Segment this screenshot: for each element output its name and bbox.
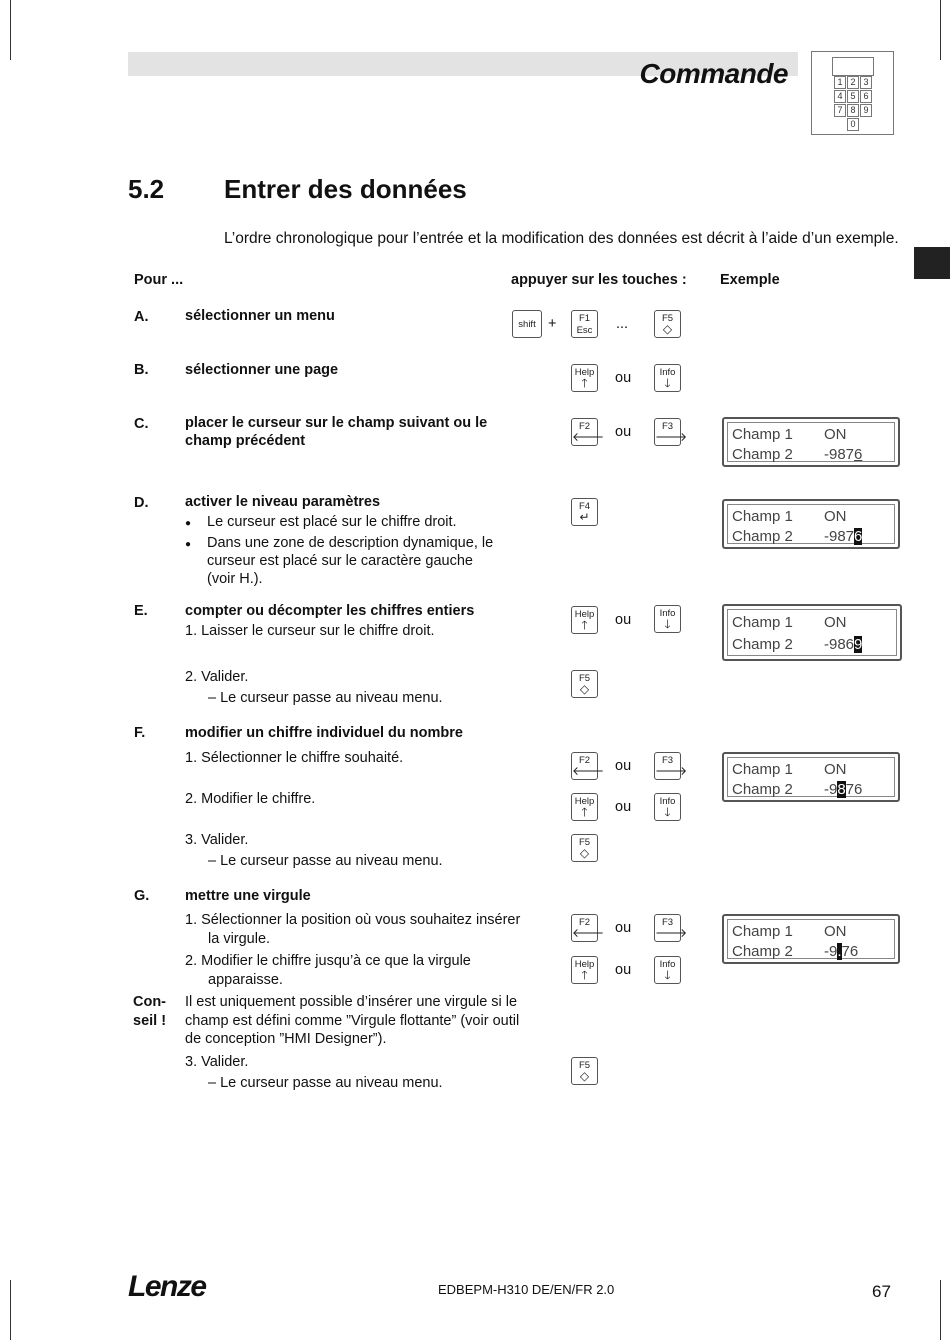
ou-text: ou [615, 962, 632, 978]
lcd-line-2 [732, 781, 882, 798]
lcd-label: Champ 1 [732, 761, 793, 778]
arrow-left-icon: 🡐 [572, 430, 605, 444]
key-label: F5 [661, 313, 674, 324]
key-label: F3 [661, 421, 674, 432]
column-header-exemple: Exemple [720, 272, 780, 288]
f1-esc-key [571, 310, 598, 338]
keypad-key: 5 [847, 90, 859, 103]
lcd-example [722, 752, 900, 802]
bullet-item: ● Dans une zone de description dynamique, le [207, 534, 493, 553]
diamond-icon: ◇ [662, 322, 673, 336]
section-intro: L’ordre chronologique pour l’entrée et la modification des données est décrit à l’aide d’un exemple. [224, 230, 899, 247]
tip-text: Il est uniquement possible d’insérer une virgule si le [185, 994, 518, 1010]
lcd-line-1 [732, 426, 882, 443]
lcd-value: ON [824, 614, 847, 631]
ou-text: ou [615, 758, 632, 774]
lcd-label: Champ 2 [732, 528, 793, 545]
lcd-line-2 [732, 446, 882, 463]
key-label: Help [574, 959, 595, 970]
row-title: mettre une virgule [185, 888, 311, 904]
info-key [654, 793, 681, 821]
step-text: 2. Modifier le chiffre. [185, 791, 316, 807]
lcd-cursor-digit: 9 [854, 636, 863, 653]
key-label: F4 [578, 501, 591, 512]
step-subtext: – Le curseur passe au niveau menu. [208, 1075, 443, 1091]
arrow-up-icon: 🡑 [581, 805, 588, 819]
f2-key [571, 752, 605, 780]
row-letter: E. [134, 603, 148, 619]
keypad-icon [811, 51, 894, 135]
step-text: 1. Sélectionner la position où vous souhaitez insérer [185, 912, 521, 928]
arrow-right-icon: 🡒 [655, 926, 688, 940]
lcd-line-2 [732, 636, 882, 653]
lcd-value: ON [824, 923, 847, 940]
key-label: Info [659, 367, 676, 378]
key-label: Help [574, 367, 595, 378]
diamond-icon: ◇ [579, 846, 590, 860]
keypad-key: 1 [834, 76, 846, 89]
f5-key [571, 1057, 598, 1085]
key-label: F5 [578, 837, 591, 848]
lcd-line-2 [732, 943, 882, 960]
column-header-touches: appuyer sur les touches : [511, 272, 687, 288]
ou-text: ou [615, 920, 632, 936]
lcd-digits: -9 [824, 943, 838, 960]
key-label: F3 [661, 917, 674, 928]
enter-icon: ↵ [579, 510, 590, 524]
key-label: shift [518, 319, 536, 330]
arrow-right-icon: 🡒 [655, 430, 688, 444]
lcd-label: Champ 2 [732, 636, 793, 653]
lcd-label: Champ 2 [732, 943, 793, 960]
arrow-down-icon: 🡓 [664, 376, 671, 390]
header-title: Commande [639, 58, 788, 89]
step-text: 3. Valider. [185, 1054, 249, 1070]
f4-key [571, 498, 598, 526]
shift-key [512, 310, 542, 338]
ou-text: ou [615, 370, 632, 386]
lcd-digits: -987 [824, 446, 855, 463]
key-label: F5 [578, 673, 591, 684]
row-letter: B. [134, 362, 149, 378]
lcd-line-2 [732, 528, 882, 545]
key-label: Info [659, 959, 676, 970]
lcd-digits: -9 [824, 781, 838, 798]
row-title: activer le niveau paramètres [185, 494, 381, 510]
plus-sign: + [548, 316, 557, 332]
info-key [654, 605, 681, 633]
document-id: EDBEPM-H310 DE/EN/FR 2.0 [438, 1282, 615, 1297]
crop-mark [10, 0, 11, 60]
help-key [571, 364, 598, 392]
bullet-item-cont: (voir H.). [207, 571, 263, 587]
f3-key [654, 418, 688, 446]
help-key [571, 606, 598, 634]
lcd-cursor-digit: 6 [854, 528, 863, 545]
lcd-example [722, 604, 902, 661]
f5-key [571, 834, 598, 862]
arrow-down-icon: 🡓 [664, 968, 671, 982]
crop-mark [940, 1280, 941, 1340]
lcd-value [824, 636, 862, 653]
lcd-example [722, 914, 900, 964]
step-text: 3. Valider. [185, 832, 249, 848]
row-letter: G. [134, 888, 150, 904]
f3-key [654, 914, 688, 942]
tip-text: champ est défini comme ”Virgule flottante” (voir outil [185, 1013, 520, 1029]
lcd-example [722, 499, 900, 549]
lcd-line-1 [732, 761, 882, 778]
keypad-key: 9 [860, 104, 872, 117]
key-label: F2 [578, 917, 591, 928]
lcd-digits: -987 [824, 528, 855, 545]
lcd-digits: -986 [824, 636, 855, 653]
key-label: Help [574, 796, 595, 807]
ou-text: ou [615, 799, 632, 815]
key-label: F3 [661, 755, 674, 766]
row-title: modifier un chiffre individuel du nombre [185, 725, 463, 741]
lcd-cursor-digit: 6 [854, 446, 863, 463]
step-text: 2. Valider. [185, 669, 249, 685]
bullet-item: ● Le curseur est placé sur le chiffre droit. [207, 513, 457, 532]
keypad-key: 6 [860, 90, 872, 103]
crop-mark [10, 1280, 11, 1340]
tip-label: Con- [133, 994, 167, 1010]
row-title: sélectionner une page [185, 362, 339, 378]
row-letter: F. [134, 725, 146, 741]
lcd-label: Champ 1 [732, 614, 793, 631]
diamond-icon: ◇ [579, 1069, 590, 1083]
key-label: F5 [578, 1060, 591, 1071]
section-number: 5.2 [128, 174, 165, 204]
lcd-value [824, 446, 862, 463]
step-subtext: – Le curseur passe au niveau menu. [208, 853, 443, 869]
step-subtext: – Le curseur passe au niveau menu. [208, 690, 443, 706]
step-text: 1. Laisser le curseur sur le chiffre droit. [185, 623, 435, 639]
diamond-icon: ◇ [579, 682, 590, 696]
lcd-label: Champ 2 [732, 446, 793, 463]
arrow-left-icon: 🡐 [572, 926, 605, 940]
f5-key [654, 310, 681, 338]
row-title: placer le curseur sur le champ suivant ou le [185, 415, 488, 431]
key-label: F1 [578, 313, 591, 324]
keypad-key: 0 [847, 118, 859, 131]
arrow-right-icon: 🡒 [655, 764, 688, 778]
step-text-cont: la virgule. [208, 931, 271, 947]
lcd-line-1 [732, 614, 882, 631]
crop-mark [940, 0, 941, 60]
f5-key [571, 670, 598, 698]
info-key [654, 956, 681, 984]
keypad-key: 2 [847, 76, 859, 89]
section-title: Entrer des données [224, 174, 467, 204]
lcd-digits: 76 [845, 781, 863, 798]
keypad-key: 3 [860, 76, 872, 89]
lcd-cursor-digit: 8 [837, 781, 846, 798]
key-label: F2 [578, 421, 591, 432]
step-text: 1. Sélectionner le chiffre souhaité. [185, 750, 404, 766]
tip-text: de conception ”HMI Designer”). [185, 1031, 387, 1047]
keypad-key: 8 [847, 104, 859, 117]
lcd-value [824, 781, 862, 798]
lcd-example [722, 417, 900, 467]
f2-key [571, 914, 605, 942]
bullet-item-cont: curseur est placé sur le caractère gauche [207, 553, 473, 569]
help-key [571, 793, 598, 821]
arrow-up-icon: 🡑 [581, 968, 588, 982]
ou-text: ou [615, 612, 632, 628]
arrow-down-icon: 🡓 [664, 617, 671, 631]
keypad-key: 7 [834, 104, 846, 117]
lcd-line-1 [732, 923, 882, 940]
lcd-value: ON [824, 426, 847, 443]
keypad-display-icon [832, 57, 874, 76]
key-label: Info [659, 608, 676, 619]
arrow-left-icon: 🡐 [572, 764, 605, 778]
key-label: F2 [578, 755, 591, 766]
ellipsis: ... [616, 316, 629, 332]
arrow-down-icon: 🡓 [664, 805, 671, 819]
brand-logo: Lenze [128, 1270, 206, 1303]
row-title: compter ou décompter les chiffres entiers [185, 603, 475, 619]
step-text-cont: apparaisse. [208, 972, 283, 988]
f3-key [654, 752, 688, 780]
info-key [654, 364, 681, 392]
tip-label: seil ! [133, 1013, 167, 1029]
row-letter: D. [134, 495, 149, 511]
f2-key [571, 418, 605, 446]
lcd-value [824, 943, 858, 960]
lcd-cursor-digit: . [837, 943, 842, 960]
step-text: 2. Modifier le chiffre jusqu’à ce que la virgule [185, 953, 471, 969]
arrow-up-icon: 🡑 [581, 376, 588, 390]
lcd-label: Champ 2 [732, 781, 793, 798]
lcd-value: ON [824, 508, 847, 525]
row-title: champ précédent [185, 433, 306, 449]
column-header-pour: Pour ... [134, 272, 184, 288]
lcd-digits: 76 [841, 943, 859, 960]
chapter-tab [914, 247, 950, 279]
lcd-label: Champ 1 [732, 508, 793, 525]
key-label: Help [574, 609, 595, 620]
key-label: Esc [576, 325, 593, 336]
lcd-line-1 [732, 508, 882, 525]
ou-text: ou [615, 424, 632, 440]
lcd-label: Champ 1 [732, 426, 793, 443]
arrow-up-icon: 🡑 [581, 618, 588, 632]
lcd-value: ON [824, 761, 847, 778]
row-title: sélectionner un menu [185, 308, 335, 324]
row-letter: C. [134, 416, 149, 432]
lcd-label: Champ 1 [732, 923, 793, 940]
page-number: 67 [872, 1282, 891, 1301]
key-label: Info [659, 796, 676, 807]
row-letter: A. [134, 309, 149, 325]
lcd-value [824, 528, 862, 545]
keypad-key: 4 [834, 90, 846, 103]
help-key [571, 956, 598, 984]
